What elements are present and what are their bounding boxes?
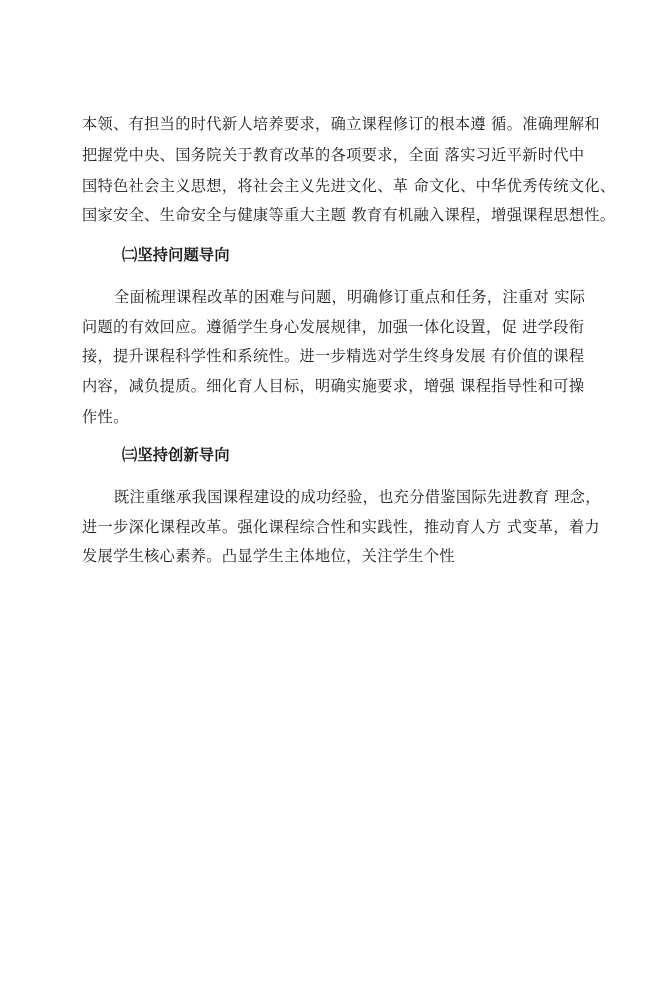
section-heading-problem-oriented: ㈡坚持问题导向 <box>122 246 230 264</box>
paragraph-line: 国特色社会主义思想，将社会主义先进文化、革 命文化、中华优秀传统文化、 <box>82 177 616 195</box>
paragraph-line: 本领、有担当的时代新人培养要求，确立课程修订的根本遵 循。准确理解和 <box>82 115 600 133</box>
paragraph-line: 发展学生核心素养。凸显学生主体地位，关注学生个性 <box>82 547 455 565</box>
paragraph-line: 作性。 <box>82 408 129 426</box>
paragraph-line: 内容，减负提质。细化育人目标，明确实施要求，增强 课程指导性和可操 <box>82 377 585 395</box>
paragraph-line: 把握党中央、国务院关于教育改革的各项要求，全面 落实习近平新时代中 <box>82 146 585 164</box>
paragraph-line: 接，提升课程科学性和系统性。进一步精选对学生终身发展 有价值的课程 <box>82 347 585 365</box>
paragraph-line: 国家安全、生命安全与健康等重大主题 教育有机融入课程，增强课程思想性。 <box>82 206 616 224</box>
paragraph-line: 既注重继承我国课程建设的成功经验，也充分借鉴国际先进教育 理念， <box>114 488 601 506</box>
section-heading-innovation-oriented: ㈢坚持创新导向 <box>122 446 230 464</box>
paragraph-line: 进一步深化课程改革。强化课程综合性和实践性，推动育人方 式变革，着力 <box>82 518 600 536</box>
paragraph-line: 全面梳理课程改革的困难与问题，明确修订重点和任务，注重对 实际 <box>114 288 586 306</box>
paragraph-line: 问题的有效回应。遵循学生身心发展规律，加强一体化设置，促 进学段衔 <box>82 318 585 336</box>
